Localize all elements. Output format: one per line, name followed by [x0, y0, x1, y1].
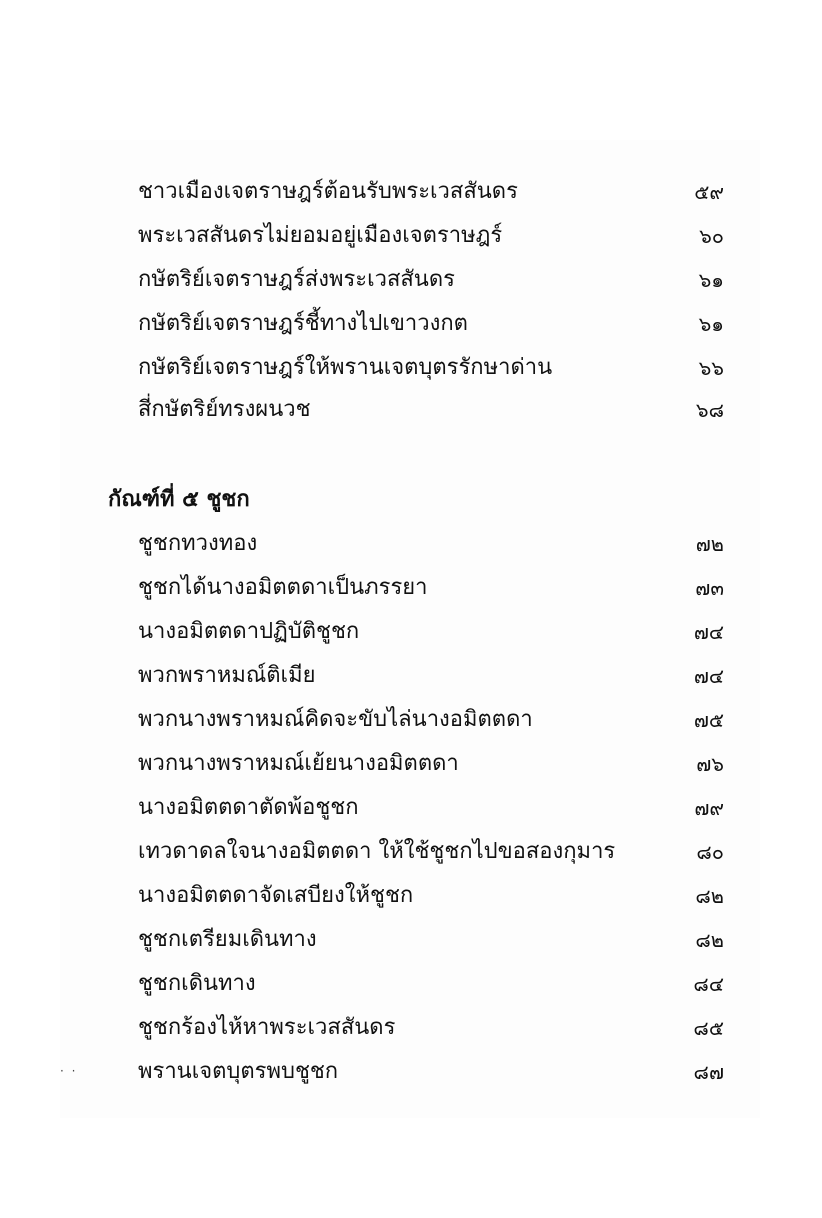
toc-entry [138, 746, 724, 782]
toc-entry [138, 966, 724, 1002]
toc-entry-page: ๗๒ [695, 532, 724, 556]
toc-entry-page: ๗๔ [693, 620, 724, 644]
toc-entry [138, 614, 724, 650]
toc-entry-page: ๖๖ [698, 356, 724, 380]
toc-entry-title: เทวดาดลใจนางอมิตตดา ให้ใช้ชูชกไปขอสองกุมาร [138, 839, 616, 864]
toc-entry-page: ๘๗ [693, 1060, 724, 1084]
toc-entry-title: พระเวสสันดรไม่ยอมอยู่เมืองเจตราษฎร์ [138, 223, 503, 248]
toc-entry-page: ๕๙ [694, 180, 724, 204]
toc-entry-title: กษัตริย์เจตราษฎร์ส่งพระเวสสันดร [138, 267, 455, 292]
toc-entry-title: พรานเจตบุตรพบชูชก [138, 1059, 339, 1084]
toc-entry-title: กษัตริย์เจตราษฎร์ให้พรานเจตบุตรรักษาด่าน [138, 355, 553, 380]
toc-entry [138, 392, 724, 428]
toc-entry [138, 174, 724, 210]
toc-entry-title: กษัตริย์เจตราษฎร์ชี้ทางไปเขาวงกต [138, 311, 468, 336]
toc-entry-page: ๖๑ [698, 268, 724, 292]
toc-entry-page: ๗๕ [693, 708, 724, 732]
toc-entry-title: ชูชกร้องไห้หาพระเวสสันดร [138, 1015, 396, 1040]
toc-entry [138, 1010, 724, 1046]
toc-entry-title: นางอมิตตดาตัดพ้อชูชก [138, 795, 359, 820]
toc-entry [138, 922, 724, 958]
toc-entry-page: ๘๔ [693, 972, 724, 996]
toc-entry-title: พวกนางพราหมณ์เย้ยนางอมิตตดา [138, 751, 459, 776]
section-heading: กัณฑ์ที่ ๕ ชูชก [108, 487, 250, 512]
toc-entry-title: ชูชกได้นางอมิตตดาเป็นภรรยา [138, 575, 428, 600]
toc-entry [138, 790, 724, 826]
toc-entry-title: นางอมิตตดาปฏิบัติชูชก [138, 619, 360, 644]
toc-entry [138, 218, 724, 254]
toc-entry [138, 702, 724, 738]
toc-entry-title: สี่กษัตริย์ทรงผนวช [138, 397, 311, 422]
toc-entry-page: ๗๖ [696, 752, 724, 776]
toc-entry [138, 658, 724, 694]
toc-entry-page: ๘๕ [693, 1016, 724, 1040]
toc-entry-title: พวกพราหมณ์ติเมีย [138, 663, 316, 688]
toc-entry [138, 834, 724, 870]
toc-entry-page: ๖๘ [695, 398, 724, 422]
toc-entry-title: ชาวเมืองเจตราษฎร์ต้อนรับพระเวสสันดร [138, 179, 518, 204]
toc-entry-title: ชูชกทวงทอง [138, 531, 258, 556]
toc-entry-title: พวกนางพราหมณ์คิดจะขับไล่นางอมิตตดา [138, 707, 533, 732]
toc-entry-page: ๖๐ [699, 224, 724, 248]
toc-entry [138, 306, 724, 342]
toc-entry [138, 350, 724, 386]
toc-entry [138, 570, 724, 606]
toc-entry-title: ชูชกเดินทาง [138, 971, 256, 996]
toc-entry [138, 878, 724, 914]
toc-entry-page: ๗๔ [693, 664, 724, 688]
toc-entry-title: นางอมิตตดาจัดเสบียงให้ชูชก [138, 883, 414, 908]
toc-entry-page: ๗๙ [694, 796, 724, 820]
toc-entry [138, 262, 724, 298]
toc-entry-page: ๘๒ [695, 928, 724, 952]
toc-entry-page: ๖๑ [698, 312, 724, 336]
toc-entry [138, 1054, 724, 1090]
toc-entry-title: ชูชกเตรียมเดินทาง [138, 927, 317, 952]
toc-entry-page: ๘๐ [696, 840, 724, 864]
toc-entry-page: ๗๓ [695, 576, 724, 600]
toc-entry [138, 526, 724, 562]
toc-entry-page: ๘๒ [695, 884, 724, 908]
scan-mark: · · [60, 1064, 78, 1078]
